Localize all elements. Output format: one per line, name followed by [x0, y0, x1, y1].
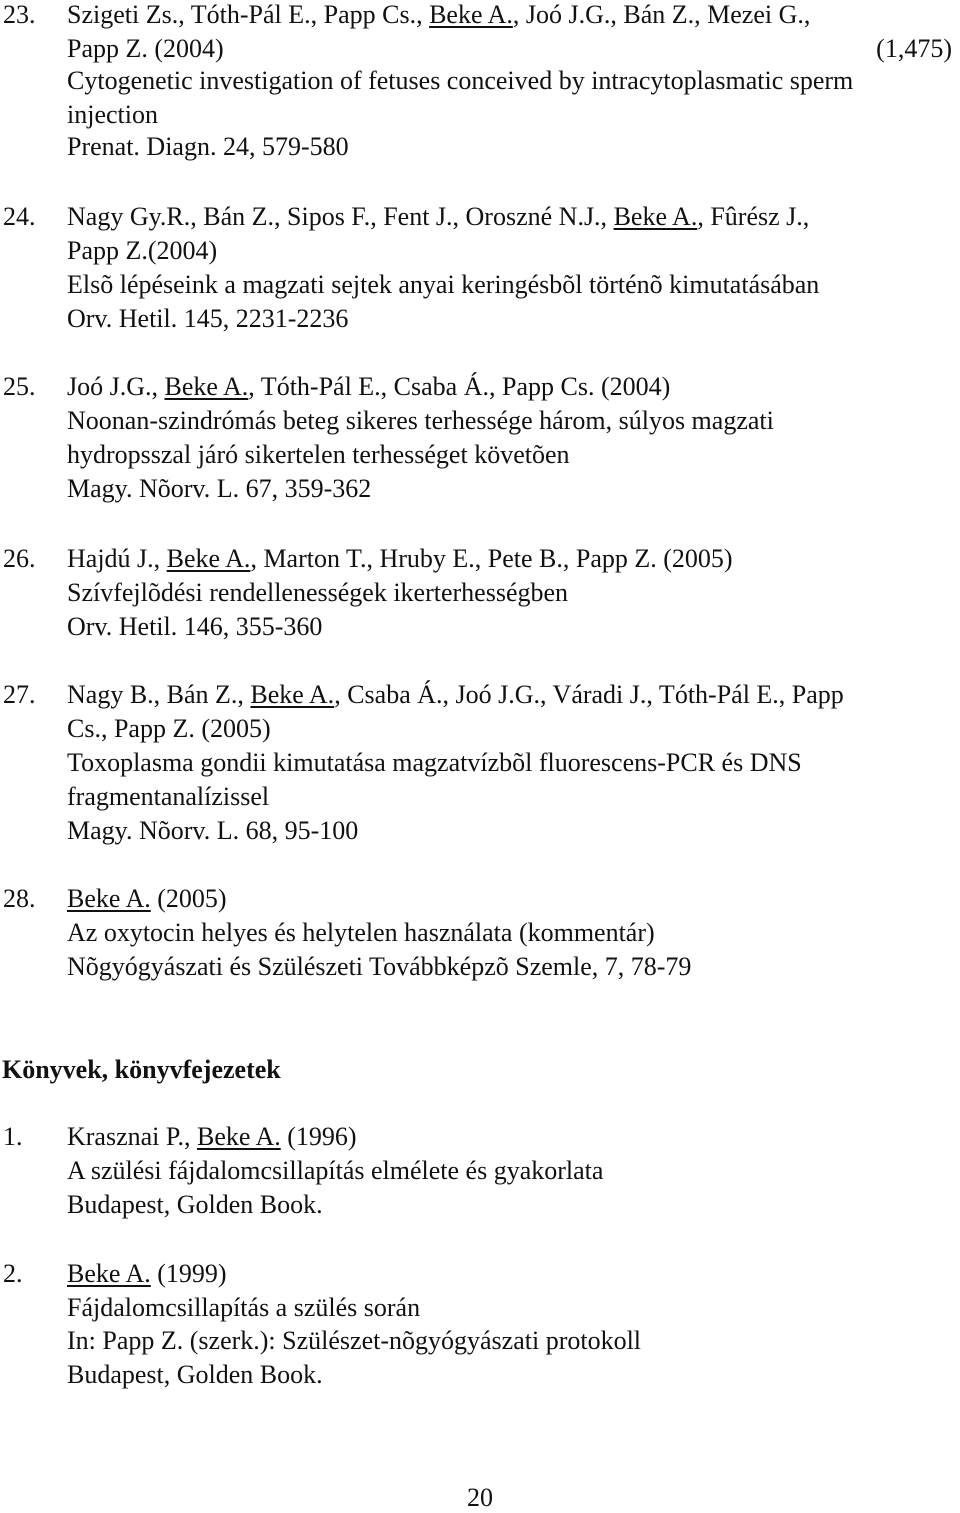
entry-authors-continued: Papp Z. (2004)	[67, 34, 224, 63]
entry-title: A szülési fájdalomcsillapítás elmélete és gyakorlata	[67, 1156, 604, 1185]
entry-authors: Hajdú J., Beke A., Marton T., Hruby E., Pete B., Papp Z. (2005)	[67, 544, 733, 573]
entry-journal: Orv. Hetil. 146, 355-360	[67, 612, 323, 641]
entry-title: Toxoplasma gondii kimutatása magzatvízbõl fluorescens-PCR és DNS	[67, 748, 802, 777]
entry-publisher: Budapest, Golden Book.	[67, 1360, 323, 1389]
entry-title: Az oxytocin helyes és helytelen használata (kommentár)	[67, 918, 655, 947]
entry-authors: Joó J.G., Beke A., Tóth-Pál E., Csaba Á., Papp Cs. (2004)	[67, 372, 671, 401]
entry-title-continued: fragmentanalízissel	[67, 782, 270, 811]
entry-authors: Beke A. (1999)	[67, 1259, 227, 1288]
entry-title: Noonan-szindrómás beteg sikeres terhessége három, súlyos magzati	[67, 406, 774, 435]
entry-authors: Beke A. (2005)	[67, 884, 227, 913]
page-number: 20	[467, 1483, 493, 1512]
entry-number: 23.	[3, 0, 36, 29]
entry-journal: Magy. Nõorv. L. 67, 359-362	[67, 474, 372, 503]
entry-title: Szívfejlõdési rendellenességek ikerterhességben	[67, 578, 569, 607]
entry-authors: Nagy B., Bán Z., Beke A., Csaba Á., Joó J.G., Váradi J., Tóth-Pál E., Papp	[67, 680, 844, 709]
entry-journal: Prenat. Diagn. 24, 579-580	[67, 132, 349, 161]
section-heading-books: Könyvek, könyvfejezetek	[2, 1055, 281, 1084]
entry-number: 25.	[3, 372, 36, 401]
entry-source: In: Papp Z. (szerk.): Szülészet-nõgyógyászati protokoll	[67, 1326, 642, 1355]
entry-journal: Magy. Nõorv. L. 68, 95-100	[67, 816, 359, 845]
entry-journal: Orv. Hetil. 145, 2231-2236	[67, 304, 349, 333]
entry-authors-continued: Papp Z.(2004)	[67, 236, 218, 265]
entry-authors: Krasznai P., Beke A. (1996)	[67, 1122, 357, 1151]
entry-number: 24.	[3, 202, 36, 231]
entry-title-continued: hydropsszal járó sikertelen terhességet követõen	[67, 440, 570, 469]
entry-authors: Szigeti Zs., Tóth-Pál E., Papp Cs., Beke A., Joó J.G., Bán Z., Mezei G.,	[67, 0, 811, 29]
entry-number: 28.	[3, 884, 36, 913]
entry-number: 1.	[3, 1122, 23, 1151]
entry-title: Elsõ lépéseink a magzati sejtek anyai keringésbõl történõ kimutatásában	[67, 270, 820, 299]
entry-journal: Nõgyógyászati és Szülészeti Továbbképzõ Szemle, 7, 78-79	[67, 952, 692, 981]
entry-number: 26.	[3, 544, 36, 573]
entry-title: Fájdalomcsillapítás a szülés során	[67, 1293, 421, 1322]
entry-number: 2.	[3, 1259, 23, 1288]
entry-title: Cytogenetic investigation of fetuses conceived by intracytoplasmatic sperm	[67, 66, 854, 95]
entry-authors-continued: Cs., Papp Z. (2005)	[67, 714, 271, 743]
entry-publisher: Budapest, Golden Book.	[67, 1190, 323, 1219]
entry-title-continued: injection	[67, 100, 158, 129]
entry-authors: Nagy Gy.R., Bán Z., Sipos F., Fent J., Oroszné N.J., Beke A., Fûrész J.,	[67, 202, 810, 231]
entry-number: 27.	[3, 680, 36, 709]
impact-factor: (1,475)	[876, 34, 952, 63]
